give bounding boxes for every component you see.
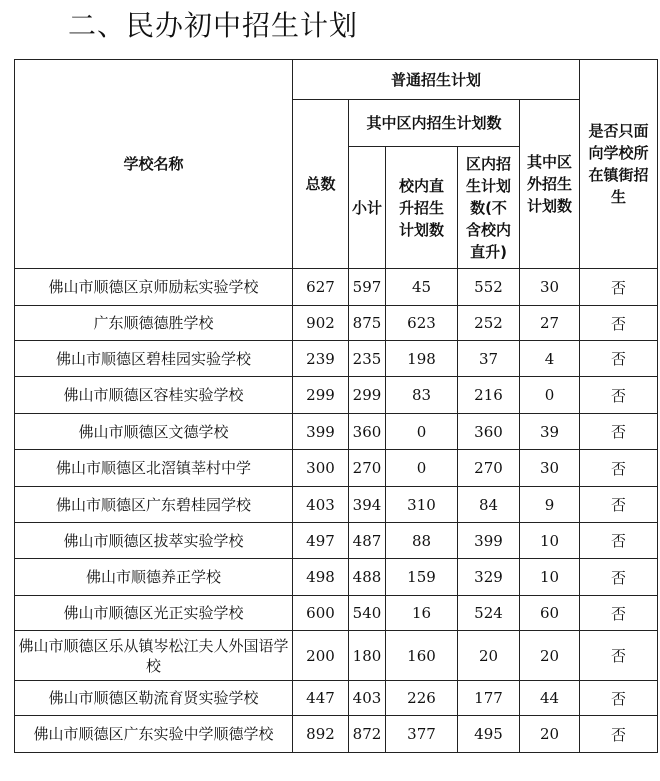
table-row — [15, 631, 658, 681]
direct-promo-cell: 0 — [386, 450, 458, 487]
school-name-cell: 佛山市顺德区广东碧桂园学校 — [15, 487, 293, 523]
direct-promo-cell: 377 — [386, 716, 458, 753]
direct-promo-cell: 198 — [386, 341, 458, 377]
out-district-cell: 20 — [520, 716, 580, 753]
town-only-cell: 否 — [580, 450, 658, 487]
table-row — [15, 596, 658, 631]
total-cell: 447 — [293, 681, 349, 716]
subtotal-cell: 540 — [349, 596, 386, 631]
enrollment-plan-table — [14, 59, 658, 753]
out-district-cell: 39 — [520, 414, 580, 450]
direct-promo-cell: 159 — [386, 559, 458, 596]
table-row — [15, 681, 658, 716]
town-only-cell: 否 — [580, 414, 658, 450]
school-name-cell: 佛山市顺德区拔萃实验学校 — [15, 523, 293, 559]
subtotal-cell: 875 — [349, 306, 386, 341]
subtotal-cell: 403 — [349, 681, 386, 716]
header-direct-promo: 校内直 升招生 计划数 — [386, 147, 458, 269]
district-plan-cell: 399 — [458, 523, 520, 559]
table-row — [15, 414, 658, 450]
table-row — [15, 269, 658, 306]
direct-promo-cell: 310 — [386, 487, 458, 523]
school-name-cell: 佛山市顺德区勒流育贤实验学校 — [15, 681, 293, 716]
town-only-cell: 否 — [580, 487, 658, 523]
header-town-only: 是否只面 向学校所 在镇街招 生 — [580, 60, 658, 269]
district-plan-cell: 37 — [458, 341, 520, 377]
town-only-cell: 否 — [580, 377, 658, 414]
district-plan-cell: 552 — [458, 269, 520, 306]
district-plan-cell: 84 — [458, 487, 520, 523]
table-row — [15, 487, 658, 523]
total-cell: 300 — [293, 450, 349, 487]
district-plan-cell: 216 — [458, 377, 520, 414]
header-school-name: 学校名称 — [15, 60, 293, 269]
out-district-cell: 10 — [520, 559, 580, 596]
direct-promo-cell: 160 — [386, 631, 458, 681]
total-cell: 239 — [293, 341, 349, 377]
direct-promo-cell: 623 — [386, 306, 458, 341]
out-district-cell: 10 — [520, 523, 580, 559]
table-row — [15, 377, 658, 414]
school-name-cell: 广东顺德德胜学校 — [15, 306, 293, 341]
subtotal-cell: 270 — [349, 450, 386, 487]
town-only-cell: 否 — [580, 681, 658, 716]
subtotal-cell: 872 — [349, 716, 386, 753]
school-name-cell: 佛山市顺德区碧桂园实验学校 — [15, 341, 293, 377]
header-general-plan: 普通招生计划 — [293, 60, 580, 100]
subtotal-cell: 360 — [349, 414, 386, 450]
subtotal-cell: 235 — [349, 341, 386, 377]
district-plan-cell: 495 — [458, 716, 520, 753]
header-out-district: 其中区 外招生 计划数 — [520, 100, 580, 269]
school-name-cell: 佛山市顺德区光正实验学校 — [15, 596, 293, 631]
table-row — [15, 559, 658, 596]
subtotal-cell: 299 — [349, 377, 386, 414]
table-row — [15, 341, 658, 377]
town-only-cell: 否 — [580, 269, 658, 306]
table-row — [15, 716, 658, 753]
table-row — [15, 450, 658, 487]
total-cell: 902 — [293, 306, 349, 341]
district-plan-cell: 524 — [458, 596, 520, 631]
out-district-cell: 30 — [520, 450, 580, 487]
out-district-cell: 9 — [520, 487, 580, 523]
total-cell: 399 — [293, 414, 349, 450]
section-title: 二、民办初中招生计划 — [68, 9, 359, 42]
direct-promo-cell: 83 — [386, 377, 458, 414]
district-plan-cell: 20 — [458, 631, 520, 681]
subtotal-cell: 488 — [349, 559, 386, 596]
subtotal-cell: 597 — [349, 269, 386, 306]
out-district-cell: 20 — [520, 631, 580, 681]
table-row — [15, 306, 658, 341]
town-only-cell: 否 — [580, 716, 658, 753]
header-district-plan: 区内招 生计划 数(不 含校内 直升) — [458, 147, 520, 269]
out-district-cell: 44 — [520, 681, 580, 716]
out-district-cell: 0 — [520, 377, 580, 414]
town-only-cell: 否 — [580, 631, 658, 681]
direct-promo-cell: 45 — [386, 269, 458, 306]
header-total: 总数 — [293, 100, 349, 269]
school-name-cell: 佛山市顺德区北滘镇莘村中学 — [15, 450, 293, 487]
school-name-cell: 佛山市顺德区京师励耘实验学校 — [15, 269, 293, 306]
total-cell: 497 — [293, 523, 349, 559]
total-cell: 600 — [293, 596, 349, 631]
town-only-cell: 否 — [580, 523, 658, 559]
school-name-cell: 佛山市顺德区容桂实验学校 — [15, 377, 293, 414]
out-district-cell: 30 — [520, 269, 580, 306]
subtotal-cell: 487 — [349, 523, 386, 559]
town-only-cell: 否 — [580, 596, 658, 631]
district-plan-cell: 329 — [458, 559, 520, 596]
table-body — [15, 269, 658, 753]
total-cell: 892 — [293, 716, 349, 753]
district-plan-cell: 177 — [458, 681, 520, 716]
subtotal-cell: 394 — [349, 487, 386, 523]
town-only-cell: 否 — [580, 341, 658, 377]
town-only-cell: 否 — [580, 306, 658, 341]
school-name-cell: 佛山市顺德区乐从镇岑松江夫人外国语学校 — [15, 631, 293, 681]
total-cell: 627 — [293, 269, 349, 306]
out-district-cell: 60 — [520, 596, 580, 631]
header-in-district: 其中区内招生计划数 — [349, 100, 520, 147]
direct-promo-cell: 88 — [386, 523, 458, 559]
school-name-cell: 佛山市顺德养正学校 — [15, 559, 293, 596]
total-cell: 299 — [293, 377, 349, 414]
header-subtotal: 小计 — [349, 147, 386, 269]
out-district-cell: 27 — [520, 306, 580, 341]
direct-promo-cell: 0 — [386, 414, 458, 450]
out-district-cell: 4 — [520, 341, 580, 377]
district-plan-cell: 360 — [458, 414, 520, 450]
school-name-cell: 佛山市顺德区广东实验中学顺德学校 — [15, 716, 293, 753]
total-cell: 403 — [293, 487, 349, 523]
town-only-cell: 否 — [580, 559, 658, 596]
direct-promo-cell: 226 — [386, 681, 458, 716]
direct-promo-cell: 16 — [386, 596, 458, 631]
subtotal-cell: 180 — [349, 631, 386, 681]
school-name-cell: 佛山市顺德区文德学校 — [15, 414, 293, 450]
district-plan-cell: 270 — [458, 450, 520, 487]
total-cell: 200 — [293, 631, 349, 681]
district-plan-cell: 252 — [458, 306, 520, 341]
table-row — [15, 523, 658, 559]
total-cell: 498 — [293, 559, 349, 596]
